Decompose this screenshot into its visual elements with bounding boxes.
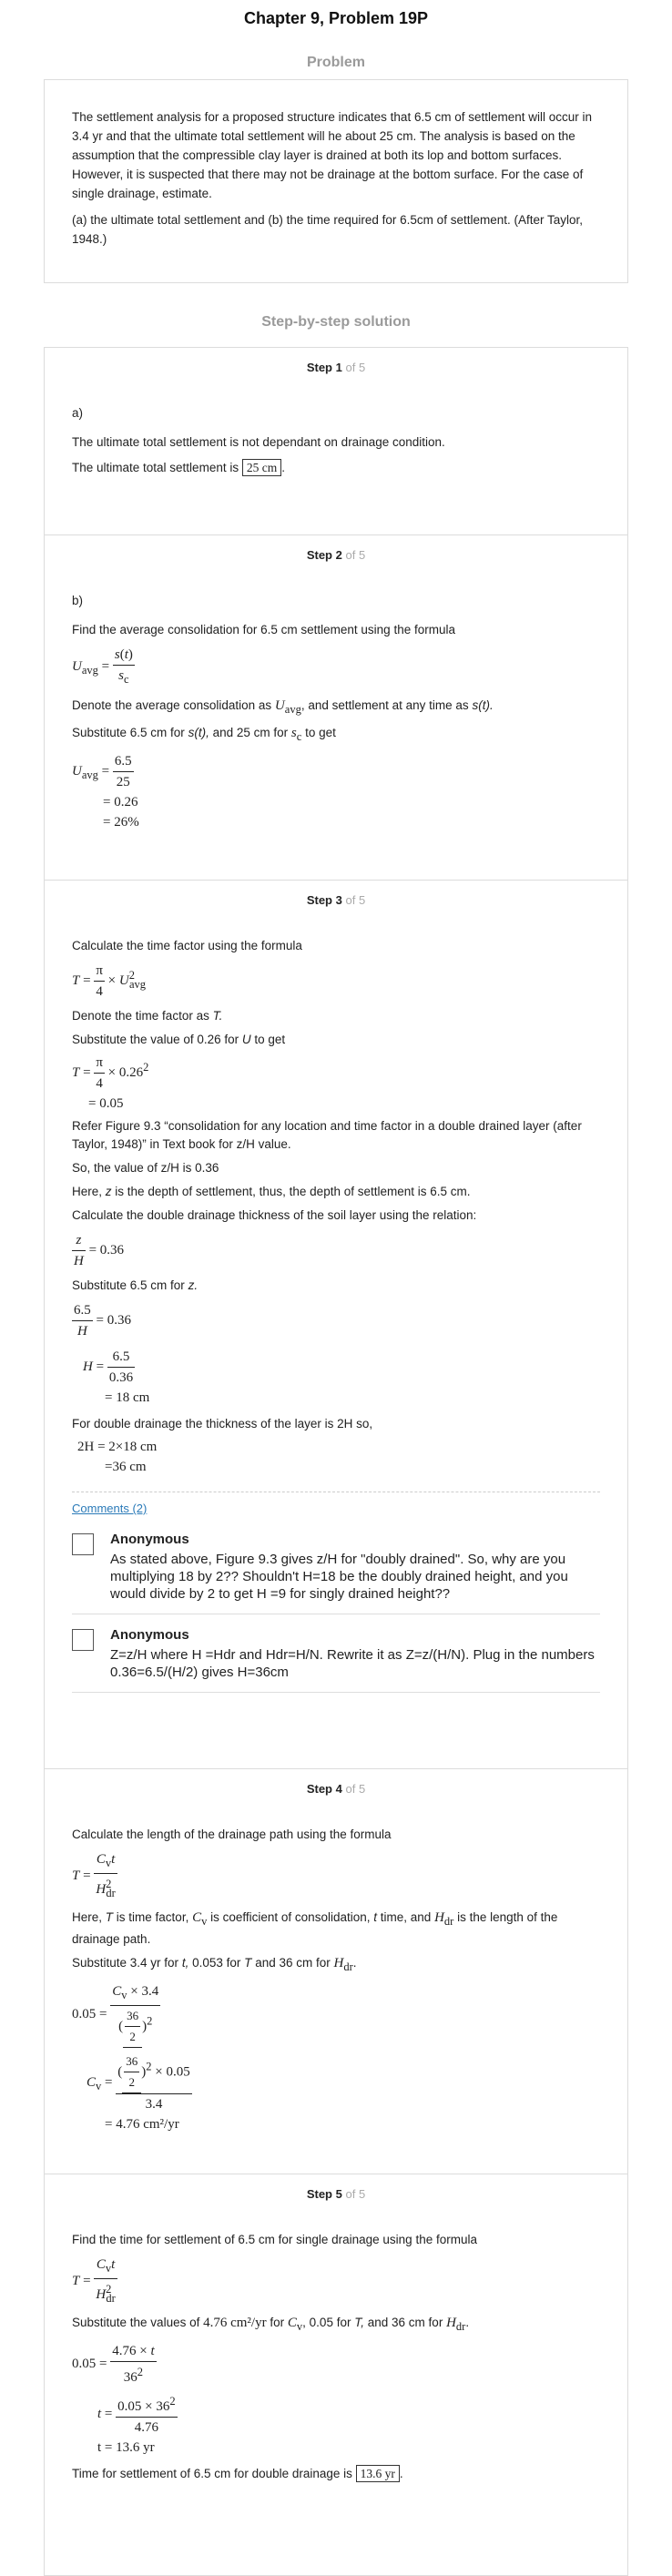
step-header: Step 5 of 5 — [306, 2187, 366, 2201]
step-text: Find the time for settlement of 6.5 cm for single drainage using the formula — [72, 2233, 477, 2246]
formula-t: T = $\frac{\pi}{4}$ × $U^2_{avg}$ — [72, 961, 600, 1002]
step-text: Find the average consolidation for 6.5 cm settlement using the formula — [72, 623, 455, 636]
step-text: Refer Figure 9.3 “consolidation for any location and time factor in a double drained layer (after Taylor, 1948)” in Text book for z/H value. — [72, 1119, 582, 1151]
comments-section — [72, 1492, 600, 1693]
step-text: Substitute the values of 4.76 cm²/yr for $C_v$, 0.05 for T, and 36 cm for $H_{dr}$. — [72, 2316, 470, 2333]
step-header: Step 3 of 5 — [306, 893, 366, 907]
step-text: Substitute 3.4 yr for t, 0.053 for T and 36 cm for $H_{dr}$. — [72, 1956, 357, 1973]
comment-author: Anonymous — [110, 1532, 189, 1547]
formula-zh: $\frac{z}{H}$ = 0.36 — [72, 1230, 600, 1271]
part-label: a) — [72, 406, 84, 420]
calc-cv: 0.05 = $C_v \times 3.4$ ( $\frac{36}{2}$ )$^2$ $C_v$ = ( $\frac{36}{2}$ )$^2$ × 0.05 3.4 = 4.76 cm²/yr — [72, 1981, 600, 2134]
step-text: Denote the average consolidation as $U_{avg}$, and settlement at any time as s(t). — [72, 698, 494, 716]
solution-heading: Step-by-step solution — [261, 314, 411, 330]
calc-t: T = $\frac{\pi}{4}$ × $0.26^2$ = 0.05 — [72, 1053, 600, 1114]
step-text: Substitute 6.5 cm for s(t), and 25 cm for $s_c$ to get — [72, 726, 336, 743]
step-header: Step 4 of 5 — [306, 1782, 366, 1796]
answer-box: 13.6 yr — [356, 2465, 400, 2482]
step-2 — [45, 535, 627, 880]
step-3 — [45, 880, 627, 1768]
formula-uavg: $U_{avg}$ = $\frac{s(t)}{s_c}$ — [72, 645, 600, 689]
step-text: Calculate the time factor using the formula — [72, 939, 302, 952]
step-text: Here, T is time factor, $C_v$ is coefficient of consolidation, t time, and $H_{dr}$ is the length of the drainage path. — [72, 1910, 558, 1946]
step-text: Calculate the double drainage thickness of the soil layer using the relation: — [72, 1208, 477, 1222]
comment-item — [72, 1519, 600, 1614]
comment-text: As stated above, Figure 9.3 gives z/H for "doubly drained". So, why are you multiplying 18 by 2?? Shouldn't H=18 be the doubly drained height, and you would divide by 2 to get H =9 for singly drained height?? — [110, 1552, 568, 1602]
problem-box — [44, 79, 628, 283]
problem-heading: Problem — [306, 55, 365, 70]
step-header: Step 1 of 5 — [306, 361, 366, 374]
problem-parts: (a) the ultimate total settlement and (b) the time required for 6.5cm of settlement. (After Taylor, 1948.) — [72, 213, 584, 246]
step-5 — [45, 2174, 627, 2575]
step-1 — [45, 348, 627, 535]
step-text: The ultimate total settlement is not dependant on drainage condition. — [72, 435, 445, 449]
step-text: So, the value of z/H is 0.36 — [72, 1161, 219, 1175]
comment-text: Z=z/H where H =Hdr and Hdr=H/N. Rewrite it as Z=z/(H/N). Plug in the numbers 0.36=6.5/(H/2) gives H=36cm — [110, 1647, 595, 1680]
step-text: Substitute the value of 0.26 for U to get — [72, 1033, 286, 1046]
part-label: b) — [72, 594, 84, 607]
answer-box: 25 cm — [242, 459, 281, 476]
comment-checkbox[interactable] — [72, 1533, 94, 1555]
step-answer-line: The ultimate total settlement is 25 cm . — [72, 461, 285, 474]
formula-t2: T = $\frac{C_vt}{H^2_{dr}}$ — [72, 1849, 600, 1903]
solution-box — [44, 347, 628, 2576]
comment-item — [72, 1614, 600, 1693]
step-text: Substitute 6.5 cm for z. — [72, 1278, 199, 1292]
step-answer-line: Time for settlement of 6.5 cm for double drainage is 13.6 yr . — [72, 2467, 403, 2480]
problem-text: The settlement analysis for a proposed structure indicates that 6.5 cm of settlement will occur in 3.4 yr and that the ultimate total settlement will he about 25 cm. The analysis is based on the assumption that the compressible clay layer is drained at both its lop and bottom surfaces. However, it is suspected that there may not be drainage at the bottom surface. For the case of single drainage, estimate. — [72, 110, 593, 200]
comments-link[interactable]: Comments (2) — [72, 1502, 148, 1515]
step-header: Step 2 of 5 — [306, 548, 366, 562]
comment-author: Anonymous — [110, 1627, 189, 1643]
step-text: Denote the time factor as T. — [72, 1009, 223, 1023]
calc-2h: 2H = 2×18 cm =36 cm — [77, 1440, 158, 1474]
formula-t3: T = $\frac{C_vt}{H^2_{dr}}$ — [72, 2255, 600, 2308]
comment-checkbox[interactable] — [72, 1629, 94, 1651]
step-text: For double drainage the thickness of the layer is 2H so, — [72, 1417, 373, 1431]
step-text: Calculate the length of the drainage path using the formula — [72, 1828, 392, 1841]
step-text: Here, z is the depth of settlement, thus, the depth of settlement is 6.5 cm. — [72, 1185, 471, 1198]
step-4 — [45, 1768, 627, 2174]
page-title: Chapter 9, Problem 19P — [243, 9, 429, 27]
calc-t-final: 0.05 = $\frac{4.76 \times t}{36^2}$ t = $\frac{0.05 \times 36^2}{4.76}$ t = 13.6 yr — [72, 2341, 600, 2458]
calc-uavg: $U_{avg}$ = $\frac{6.5}{25}$ = 0.26 = 26% — [72, 751, 600, 832]
calc-h: $\frac{6.5}{H}$ = 0.36 H = $\frac{6.5}{0.36}$ = 18 cm — [72, 1300, 600, 1408]
